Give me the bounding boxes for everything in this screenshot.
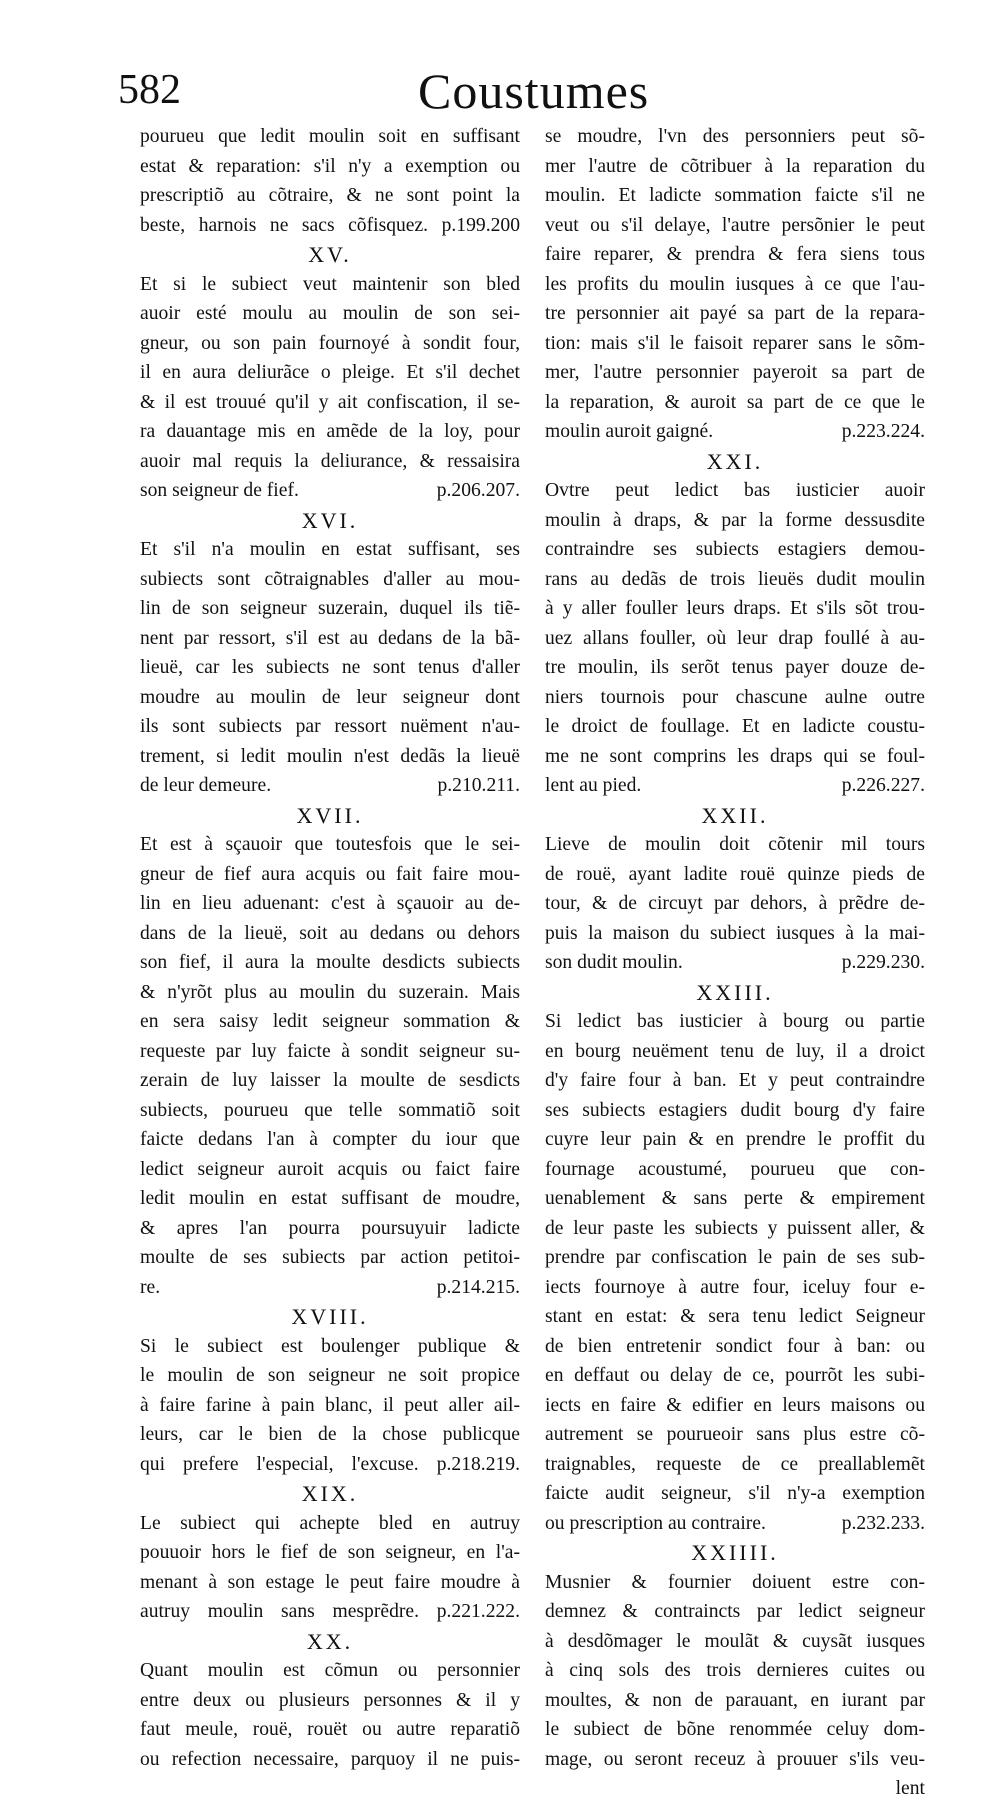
text-line: contraindre ses subiects estagiers demou- xyxy=(545,539,925,560)
article-heading: XXIII. xyxy=(696,979,774,1005)
text-line: puis la maison du subiect iusques à la mai- xyxy=(545,922,925,944)
text-line: re. xyxy=(140,1276,161,1298)
text-line: uez allans fouller, où leur drap foullé à au- xyxy=(545,627,925,649)
text-line: cuyre leur pain & en prendre le proffit du xyxy=(545,1129,925,1150)
running-title: Coustumes xyxy=(418,63,650,119)
text-line: zerain de luy laisser la moulte de sesdicts xyxy=(140,1070,520,1091)
paragraph-end-line xyxy=(140,771,520,801)
text-line: Lieve de moulin doit cõtenir mil tours xyxy=(545,834,925,855)
text-line: à desdõmager le moulãt & cuysãt iusques xyxy=(545,1630,925,1652)
paragraph-end-line xyxy=(140,476,520,506)
text-line: dans de la lieuë, soit au dedans ou dehors xyxy=(140,922,520,944)
text-line: ou prescription au contraire. xyxy=(545,1512,766,1534)
text-line: ledict seigneur auroit acquis ou faict faire xyxy=(140,1158,520,1180)
text-line: & il est trouué qu'il y ait confiscation, il se- xyxy=(140,391,520,413)
text-line: rans au dedãs de trois lieuës dudit moulin xyxy=(545,568,925,590)
text-line: veut ou s'il delaye, l'autre persõnier le peut xyxy=(545,214,925,236)
text-line: en deffaut ou delay de ce, pourrõt les subi- xyxy=(545,1365,925,1386)
text-line: moulin auroit gaigné. xyxy=(545,421,714,442)
text-line: tion: mais s'il le faisoit reparer sans le sõm- xyxy=(545,332,925,354)
article-heading: XIX. xyxy=(301,1481,359,1506)
text-line: lieuë, car les subiects ne sont tenus d'aller xyxy=(140,657,520,678)
page-reference: p.206.207. xyxy=(436,480,520,501)
text-line: moultes, & non de parauant, en iurant par xyxy=(545,1689,925,1711)
article-heading: XXIIII. xyxy=(691,1540,779,1565)
text-line: iects en faire & edifier en leurs maisons ou xyxy=(545,1394,925,1416)
text-line: uenablement & sans perte & empirement xyxy=(545,1188,925,1209)
text-line: son seigneur de fief. xyxy=(140,480,299,501)
paragraph-end-line xyxy=(545,1509,925,1539)
text-line: ils sont subiects par ressort nuëment n'au- xyxy=(140,716,520,737)
page-header xyxy=(118,62,938,122)
paragraph-end-line xyxy=(545,948,925,978)
text-line: mer, l'autre personnier payeroit sa part de xyxy=(545,362,925,383)
text-line: de leur paste les subiects y puissent aller, & xyxy=(545,1217,925,1239)
text-line: faut meule, rouë, rouët ou autre reparatiõ xyxy=(140,1719,520,1740)
text-line: se moudre, l'vn des personniers peut sõ- xyxy=(545,126,925,147)
text-line: estat & reparation: s'il n'y a exemption ou xyxy=(140,155,520,177)
text-line: moulte de ses subiects par action petitoi- xyxy=(140,1247,520,1268)
text-line: fournage acoustumé, pourueu que con- xyxy=(545,1158,925,1180)
text-line: moudre au moulin de leur seigneur dont xyxy=(140,686,520,708)
text-line: niers tournois pour chascune aulne outre xyxy=(545,686,925,708)
text-line: nent par ressort, s'il est au dedans de la bã- xyxy=(140,627,520,649)
article-heading: XXII. xyxy=(701,802,769,828)
text-line: gneur de fief aura acquis ou fait faire mou- xyxy=(140,863,520,885)
text-line: entre deux ou plusieurs personnes & il y xyxy=(140,1689,520,1711)
text-line: le subiect de bõne renommée celuy dom- xyxy=(545,1719,925,1740)
article-heading: XX. xyxy=(306,1628,354,1654)
text-line: demnez & contraincts par ledict seigneur xyxy=(545,1601,925,1622)
text-line: le droict de foullage. Et en ladicte coustu- xyxy=(545,716,925,737)
text-line: pourueu que ledit moulin soit en suffisant xyxy=(140,126,520,147)
text-line: tre personnier ait payé sa part de la repara- xyxy=(545,303,925,324)
text-line: trement, si ledit moulin n'est dedãs la lieuë xyxy=(140,745,520,767)
article-heading: XVI. xyxy=(301,507,359,533)
text-line: tre moulin, ils serõt tenus payer douze de- xyxy=(545,657,925,678)
text-line: Ovtre peut ledict bas iusticier auoir xyxy=(545,480,925,501)
text-line: ou refection necessaire, parquoy il ne puis- xyxy=(140,1748,520,1770)
text-line: Et s'il n'a moulin en estat suffisant, ses xyxy=(140,539,520,560)
text-line: autruy moulin sans mesprẽdre. p.221.222. xyxy=(140,1601,520,1622)
page-reference: p.210.211. xyxy=(437,775,520,796)
text-line: & apres l'an pourra poursuyuir ladicte xyxy=(140,1217,520,1239)
text-line: lin en lieu aduenant: c'est à sçauoir au de- xyxy=(140,893,520,914)
text-line: à y aller fouller leurs draps. Et s'ils sõt trou- xyxy=(545,598,925,619)
text-line: requeste par luy faicte à sondit seigneur su- xyxy=(140,1040,520,1062)
text-line: qui prefere l'especial, l'excuse. p.218.219. xyxy=(140,1453,520,1475)
text-line: prescriptiõ au cõtraire, & ne sont point la xyxy=(140,185,520,206)
article-heading: XXI. xyxy=(706,448,764,474)
text-line: auoir mal requis la deliurance, & ressaisira xyxy=(140,450,520,472)
text-line: en sera saisy ledit seigneur sommation & xyxy=(140,1011,520,1032)
text-line: Et est à sçauoir que toutesfois que le sei- xyxy=(140,834,520,855)
text-line: son dudit moulin. xyxy=(545,952,683,973)
text-line: à faire farine à pain blanc, il peut aller ail- xyxy=(140,1394,520,1416)
article-heading: XVII. xyxy=(296,802,364,828)
text-line: son fief, il aura la moulte desdicts subiects xyxy=(140,952,520,973)
text-line: d'y faire four à ban. Et y peut contraindre xyxy=(545,1070,925,1091)
left-column xyxy=(140,122,520,1774)
paragraph-end-line xyxy=(545,417,925,447)
text-line: mer l'autre de cõtribuer à la reparation du xyxy=(545,155,925,177)
article-heading: XVIII. xyxy=(291,1304,369,1329)
text-line: tour, & de circuyt par dehors, à prẽdre de- xyxy=(545,893,925,914)
page-reference: p.232.233. xyxy=(841,1512,925,1534)
text-line: la reparation, & auroit sa part de ce que le xyxy=(545,391,925,413)
catchword: lent xyxy=(895,1778,925,1799)
text-line: moulin. Et ladicte sommation faicte s'il ne xyxy=(545,185,925,206)
text-line: le moulin de son seigneur ne soit propice xyxy=(140,1365,520,1386)
text-line: Si le subiect est boulenger publique & xyxy=(140,1335,520,1357)
page-reference: p.214.215. xyxy=(436,1276,520,1298)
page-reference: p.229.230. xyxy=(841,952,925,973)
text-line: Le subiect qui achepte bled en autruy xyxy=(140,1512,520,1534)
text-line: auoir esté moulu au moulin de son sei- xyxy=(140,303,520,324)
text-line: moulin à draps, & par la forme dessusdite xyxy=(545,509,925,531)
text-line: Quant moulin est cõmun ou personnier xyxy=(140,1660,520,1681)
text-line: il en aura deliurãce o pleige. Et s'il dechet xyxy=(140,362,520,383)
text-line: mage, ou seront receuz à prouuer s'ils veu- xyxy=(545,1748,925,1770)
text-line: faire reparer, & prendra & fera siens tous xyxy=(545,244,925,265)
text-line: menant à son estage le peut faire moudre à xyxy=(140,1571,520,1593)
text-line: de bien entretenir sondict four à ban: ou xyxy=(545,1335,925,1357)
text-line: stant en estat: & sera tenu ledict Seigneur xyxy=(545,1306,925,1327)
text-line: lin de son seigneur suzerain, duquel ils tiẽ- xyxy=(140,598,520,619)
text-line: lent au pied. xyxy=(545,775,642,796)
text-line: pouuoir hors le fief de son seigneur, en l'a- xyxy=(140,1542,520,1563)
paragraph-end-line xyxy=(140,1273,520,1303)
text-line: les profits du moulin iusques à ce que l'au- xyxy=(545,273,925,295)
text-line: gneur, ou son pain fournoyé à sondit four, xyxy=(140,332,520,354)
text-line: subiects, pourueu que telle sommatiõ soit xyxy=(140,1099,520,1121)
text-line: de rouë, ayant ladite rouë quinze pieds de xyxy=(545,863,925,885)
text-line: & n'yrõt plus au moulin du suzerain. Mais xyxy=(140,981,520,1003)
text-line: Et si le subiect veut maintenir son bled xyxy=(140,273,520,295)
text-line: ra dauantage mis en amẽde de la loy, pour xyxy=(140,421,520,442)
text-line: Musnier & fournier doiuent estre con- xyxy=(545,1571,925,1593)
text-line: Si ledict bas iusticier à bourg ou partie xyxy=(545,1011,925,1032)
article-heading: XV. xyxy=(308,242,352,267)
paragraph-end-line xyxy=(545,771,925,801)
text-line: ses subiects estagiers dudit bourg d'y faire xyxy=(545,1099,925,1121)
text-line: me ne sont comprins les draps qui se foul- xyxy=(545,745,925,767)
text-line: à cinq sols des trois dernieres cuites ou xyxy=(545,1660,925,1681)
page-number: 582 xyxy=(118,67,181,113)
text-line: ledit moulin en estat suffisant de moudre, xyxy=(140,1188,520,1209)
page-reference: p.223.224. xyxy=(841,421,925,442)
text-line: en bourg neuëment tenu de luy, il a droict xyxy=(545,1040,925,1062)
text-line: autrement se pourueoir sans plus estre cõ- xyxy=(545,1424,925,1445)
text-line: subiects sont cõtraignables d'aller au mou- xyxy=(140,568,520,590)
text-line: traignables, requeste de ce preallablemẽt xyxy=(545,1453,925,1475)
text-line: faicte dedans l'an à compter du iour que xyxy=(140,1129,520,1150)
text-line: prendre par confiscation le pain de ses sub- xyxy=(545,1247,925,1268)
text-line: leurs, car le bien de la chose publicque xyxy=(140,1424,520,1445)
text-line: iects fournoye à autre four, iceluy four e- xyxy=(545,1276,925,1298)
text-line: faicte audit seigneur, s'il n'y-a exemption xyxy=(545,1483,925,1504)
text-line: de leur demeure. xyxy=(140,775,272,796)
page-reference: p.226.227. xyxy=(841,775,925,796)
text-line: beste, harnois ne sacs cõfisquez. p.199.200 xyxy=(140,214,520,236)
right-column xyxy=(545,122,925,1804)
